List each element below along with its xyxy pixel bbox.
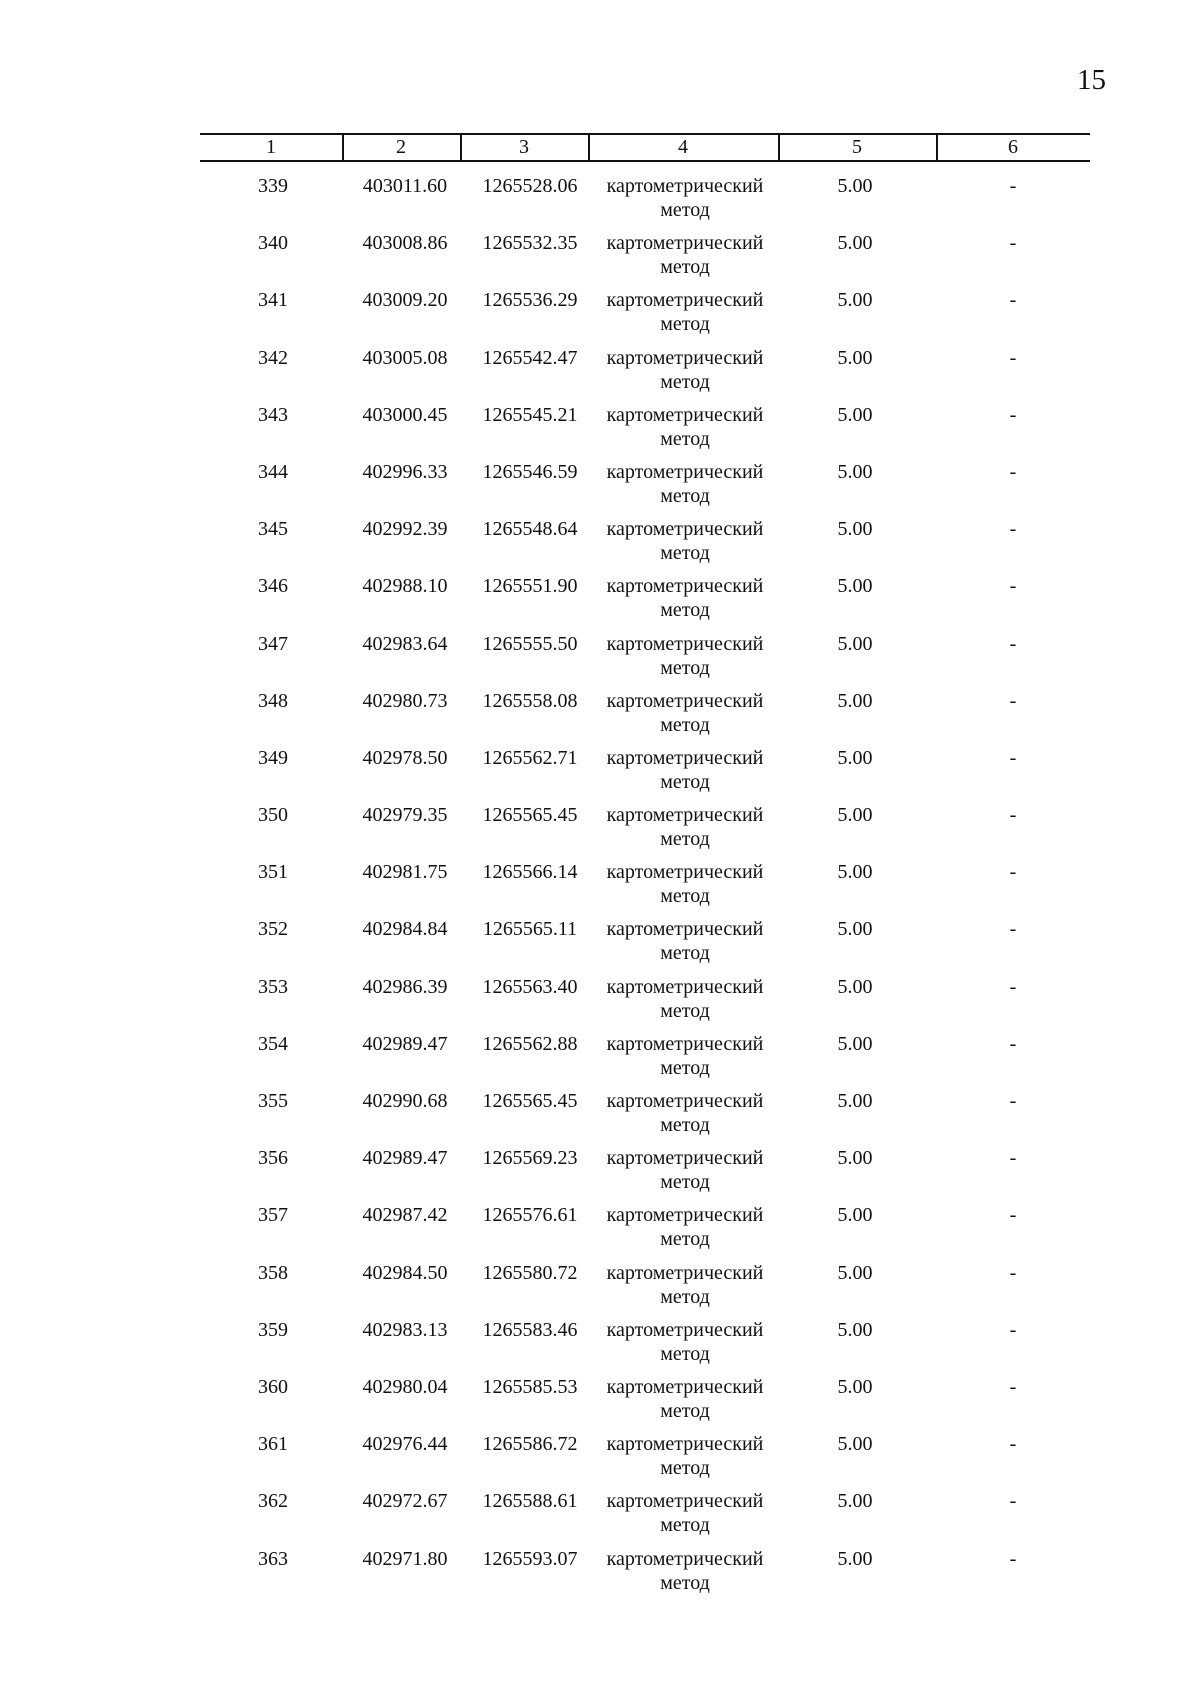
method-line: метод: [660, 999, 710, 1022]
method-line: картометрический: [606, 346, 764, 369]
accuracy-cell: 5.00: [837, 346, 873, 369]
method-cell: [590, 1146, 780, 1194]
point-number-cell: 340: [258, 232, 288, 255]
point-number-cell: 357: [258, 1204, 288, 1227]
accuracy-cell: 5.00: [837, 1433, 873, 1456]
note-cell: -: [1009, 518, 1017, 541]
method-cell: [590, 803, 780, 851]
y-coordinate-cell: 1265583.46: [482, 1318, 578, 1341]
method-cell: [590, 288, 780, 336]
x-coordinate-cell: 402996.33: [362, 460, 448, 483]
note-cell: -: [1009, 804, 1017, 827]
method-cell: [590, 746, 780, 794]
point-number-cell: 345: [258, 518, 288, 541]
note-cell: -: [1009, 1318, 1017, 1341]
table-row: [0, 517, 1200, 574]
x-coordinate-cell: 402984.84: [362, 918, 448, 941]
y-coordinate-cell: 1265576.61: [482, 1204, 578, 1227]
method-line: картометрический: [606, 1204, 764, 1227]
point-number-cell: 349: [258, 746, 288, 769]
x-coordinate-cell: 402989.47: [362, 1032, 448, 1055]
method-line: картометрический: [606, 1433, 764, 1456]
method-line: картометрический: [606, 175, 764, 197]
y-coordinate-cell: 1265555.50: [482, 632, 578, 655]
method-line: картометрический: [606, 460, 764, 483]
table-row: [0, 574, 1200, 631]
note-cell: -: [1009, 346, 1017, 369]
x-coordinate-cell: 402984.50: [362, 1261, 448, 1284]
point-number-cell: 351: [258, 861, 288, 884]
x-coordinate-cell: 403009.20: [362, 289, 448, 312]
note-cell: -: [1009, 460, 1017, 483]
method-line: метод: [660, 885, 710, 908]
note-cell: -: [1009, 1032, 1017, 1055]
accuracy-cell: 5.00: [837, 289, 873, 312]
y-coordinate-cell: 1265565.11: [482, 918, 578, 941]
point-number-cell: 363: [258, 1547, 288, 1570]
note-cell: -: [1009, 746, 1017, 769]
y-coordinate-cell: 1265593.07: [482, 1547, 578, 1570]
table-row: [0, 860, 1200, 917]
accuracy-cell: 5.00: [837, 1547, 873, 1570]
method-line: картометрический: [606, 1375, 764, 1398]
method-cell: [590, 689, 780, 737]
table-row: [0, 1146, 1200, 1203]
note-cell: -: [1009, 975, 1017, 998]
table-row: [0, 231, 1200, 288]
table-row: [0, 689, 1200, 746]
method-cell: [590, 231, 780, 279]
method-cell: [590, 517, 780, 565]
method-cell: [590, 1261, 780, 1309]
x-coordinate-cell: 402983.64: [362, 632, 448, 655]
method-line: картометрический: [606, 1090, 764, 1112]
point-number-cell: 360: [258, 1375, 288, 1398]
method-line: картометрический: [606, 632, 764, 655]
x-coordinate-cell: 403005.08: [362, 346, 448, 369]
note-cell: -: [1009, 1490, 1017, 1513]
method-cell: [590, 917, 780, 965]
accuracy-cell: 5.00: [837, 804, 873, 827]
point-number-cell: 341: [258, 289, 288, 312]
note-cell: -: [1009, 1261, 1017, 1284]
method-line: метод: [660, 256, 710, 279]
accuracy-cell: 5.00: [837, 1147, 873, 1170]
note-cell: -: [1009, 1147, 1017, 1170]
x-coordinate-cell: 402980.73: [362, 689, 448, 712]
y-coordinate-cell: 1265588.61: [482, 1490, 578, 1513]
accuracy-cell: 5.00: [837, 575, 873, 598]
method-cell: [590, 1203, 780, 1251]
note-cell: -: [1009, 575, 1017, 598]
header-col-4: 4: [678, 136, 688, 158]
x-coordinate-cell: 402983.13: [362, 1318, 448, 1341]
method-line: картометрический: [606, 1147, 764, 1170]
point-number-cell: 346: [258, 575, 288, 598]
x-coordinate-cell: 402992.39: [362, 518, 448, 541]
accuracy-cell: 5.00: [837, 861, 873, 884]
method-cell: [590, 1547, 780, 1595]
accuracy-cell: 5.00: [837, 1490, 873, 1513]
note-cell: -: [1009, 289, 1017, 312]
accuracy-cell: 5.00: [837, 975, 873, 998]
method-line: метод: [660, 770, 710, 793]
method-line: картометрический: [606, 861, 764, 884]
method-line: картометрический: [606, 232, 764, 255]
method-line: картометрический: [606, 746, 764, 769]
method-line: метод: [660, 370, 710, 393]
point-number-cell: 352: [258, 918, 288, 941]
method-line: метод: [660, 1171, 710, 1194]
point-number-cell: 358: [258, 1261, 288, 1284]
y-coordinate-cell: 1265569.23: [482, 1147, 578, 1170]
note-cell: -: [1009, 175, 1017, 197]
x-coordinate-cell: 402989.47: [362, 1147, 448, 1170]
note-cell: -: [1009, 1547, 1017, 1570]
method-cell: [590, 860, 780, 908]
point-number-cell: 355: [258, 1090, 288, 1112]
method-line: метод: [660, 1457, 710, 1480]
method-line: метод: [660, 313, 710, 336]
table-row: [0, 1318, 1200, 1375]
method-line: метод: [660, 1228, 710, 1251]
table-row: [0, 632, 1200, 689]
note-cell: -: [1009, 1433, 1017, 1456]
y-coordinate-cell: 1265551.90: [482, 575, 578, 598]
header-col-2: 2: [396, 136, 406, 158]
y-coordinate-cell: 1265586.72: [482, 1433, 578, 1456]
method-line: метод: [660, 427, 710, 450]
table-row: [0, 1547, 1200, 1604]
note-cell: -: [1009, 918, 1017, 941]
note-cell: -: [1009, 861, 1017, 884]
method-line: картометрический: [606, 1547, 764, 1570]
accuracy-cell: 5.00: [837, 1032, 873, 1055]
accuracy-cell: 5.00: [837, 1261, 873, 1284]
table-row: [0, 460, 1200, 517]
method-cell: [590, 1432, 780, 1480]
y-coordinate-cell: 1265566.14: [482, 861, 578, 884]
note-cell: -: [1009, 632, 1017, 655]
method-cell: [590, 460, 780, 508]
y-coordinate-cell: 1265562.71: [482, 746, 578, 769]
y-coordinate-cell: 1265565.45: [482, 804, 578, 827]
table-row: [0, 1032, 1200, 1089]
y-coordinate-cell: 1265528.06: [482, 175, 578, 197]
y-coordinate-cell: 1265545.21: [482, 403, 578, 426]
accuracy-cell: 5.00: [837, 1318, 873, 1341]
accuracy-cell: 5.00: [837, 232, 873, 255]
table-row: [0, 746, 1200, 803]
x-coordinate-cell: 402979.35: [362, 804, 448, 827]
y-coordinate-cell: 1265565.45: [482, 1090, 578, 1112]
method-line: метод: [660, 542, 710, 565]
header-col-6: 6: [1008, 136, 1018, 158]
y-coordinate-cell: 1265542.47: [482, 346, 578, 369]
method-line: картометрический: [606, 918, 764, 941]
coordinates-table-body: [0, 174, 1200, 1604]
x-coordinate-cell: 402980.04: [362, 1375, 448, 1398]
method-line: метод: [660, 1285, 710, 1308]
x-coordinate-cell: 402971.80: [362, 1547, 448, 1570]
point-number-cell: 342: [258, 346, 288, 369]
accuracy-cell: 5.00: [837, 746, 873, 769]
method-line: метод: [660, 942, 710, 965]
point-number-cell: 344: [258, 460, 288, 483]
accuracy-cell: 5.00: [837, 1204, 873, 1227]
x-coordinate-cell: 402988.10: [362, 575, 448, 598]
method-cell: [590, 975, 780, 1023]
point-number-cell: 359: [258, 1318, 288, 1341]
x-coordinate-cell: 403011.60: [362, 175, 448, 197]
method-line: метод: [660, 1514, 710, 1537]
method-line: метод: [660, 713, 710, 736]
note-cell: -: [1009, 1375, 1017, 1398]
x-coordinate-cell: 402981.75: [362, 861, 448, 884]
note-cell: -: [1009, 403, 1017, 426]
method-line: картометрический: [606, 1032, 764, 1055]
method-line: метод: [660, 1571, 710, 1594]
header-col-5: 5: [852, 136, 862, 158]
method-line: метод: [660, 828, 710, 851]
method-cell: [590, 346, 780, 394]
method-cell: [590, 1032, 780, 1080]
point-number-cell: 353: [258, 975, 288, 998]
y-coordinate-cell: 1265585.53: [482, 1375, 578, 1398]
point-number-cell: 343: [258, 403, 288, 426]
x-coordinate-cell: 402976.44: [362, 1433, 448, 1456]
point-number-cell: 354: [258, 1032, 288, 1055]
table-row: [0, 288, 1200, 345]
table-row: [0, 1375, 1200, 1432]
table-row: [0, 917, 1200, 974]
method-line: метод: [660, 599, 710, 622]
y-coordinate-cell: 1265536.29: [482, 289, 578, 312]
method-line: метод: [660, 1399, 710, 1422]
table-row: [0, 1261, 1200, 1318]
method-line: метод: [660, 199, 710, 221]
method-cell: [590, 1089, 780, 1137]
table-row: [0, 346, 1200, 403]
table-header: [200, 133, 1090, 162]
method-line: картометрический: [606, 518, 764, 541]
method-line: картометрический: [606, 1261, 764, 1284]
method-cell: [590, 403, 780, 451]
method-line: метод: [660, 1114, 710, 1136]
y-coordinate-cell: 1265558.08: [482, 689, 578, 712]
method-line: картометрический: [606, 289, 764, 312]
method-cell: [590, 1318, 780, 1366]
y-coordinate-cell: 1265548.64: [482, 518, 578, 541]
x-coordinate-cell: 402978.50: [362, 746, 448, 769]
page-number: 15: [1077, 64, 1106, 96]
method-cell: [590, 1375, 780, 1423]
method-line: метод: [660, 1056, 710, 1079]
method-line: картометрический: [606, 1318, 764, 1341]
note-cell: -: [1009, 232, 1017, 255]
accuracy-cell: 5.00: [837, 518, 873, 541]
header-col-1: 1: [266, 136, 276, 158]
accuracy-cell: 5.00: [837, 689, 873, 712]
x-coordinate-cell: 402987.42: [362, 1204, 448, 1227]
y-coordinate-cell: 1265563.40: [482, 975, 578, 998]
accuracy-cell: 5.00: [837, 403, 873, 426]
accuracy-cell: 5.00: [837, 632, 873, 655]
x-coordinate-cell: 403000.45: [362, 403, 448, 426]
table-row: [0, 1089, 1200, 1146]
table-row: [0, 174, 1200, 231]
accuracy-cell: 5.00: [837, 175, 873, 197]
table-row: [0, 403, 1200, 460]
accuracy-cell: 5.00: [837, 1375, 873, 1398]
method-line: картометрический: [606, 804, 764, 827]
method-cell: [590, 632, 780, 680]
x-coordinate-cell: 402986.39: [362, 975, 448, 998]
accuracy-cell: 5.00: [837, 1090, 873, 1112]
y-coordinate-cell: 1265532.35: [482, 232, 578, 255]
table-row: [0, 1432, 1200, 1489]
point-number-cell: 348: [258, 689, 288, 712]
point-number-cell: 339: [258, 175, 288, 197]
y-coordinate-cell: 1265580.72: [482, 1261, 578, 1284]
accuracy-cell: 5.00: [837, 918, 873, 941]
table-row: [0, 975, 1200, 1032]
table-row: [0, 1203, 1200, 1260]
method-cell: [590, 1489, 780, 1537]
point-number-cell: 361: [258, 1433, 288, 1456]
y-coordinate-cell: 1265546.59: [482, 460, 578, 483]
point-number-cell: 350: [258, 804, 288, 827]
note-cell: -: [1009, 1090, 1017, 1112]
note-cell: -: [1009, 689, 1017, 712]
table-row: [0, 1489, 1200, 1546]
method-cell: [590, 174, 780, 222]
accuracy-cell: 5.00: [837, 460, 873, 483]
method-cell: [590, 574, 780, 622]
point-number-cell: 362: [258, 1490, 288, 1513]
note-cell: -: [1009, 1204, 1017, 1227]
y-coordinate-cell: 1265562.88: [482, 1032, 578, 1055]
method-line: картометрический: [606, 689, 764, 712]
x-coordinate-cell: 403008.86: [362, 232, 448, 255]
method-line: картометрический: [606, 575, 764, 598]
method-line: картометрический: [606, 975, 764, 998]
method-line: картометрический: [606, 1490, 764, 1513]
method-line: метод: [660, 484, 710, 507]
point-number-cell: 356: [258, 1147, 288, 1170]
x-coordinate-cell: 402972.67: [362, 1490, 448, 1513]
point-number-cell: 347: [258, 632, 288, 655]
x-coordinate-cell: 402990.68: [362, 1090, 448, 1112]
method-line: картометрический: [606, 403, 764, 426]
header-col-3: 3: [519, 136, 529, 158]
table-row: [0, 803, 1200, 860]
method-line: метод: [660, 1342, 710, 1365]
method-line: метод: [660, 656, 710, 679]
